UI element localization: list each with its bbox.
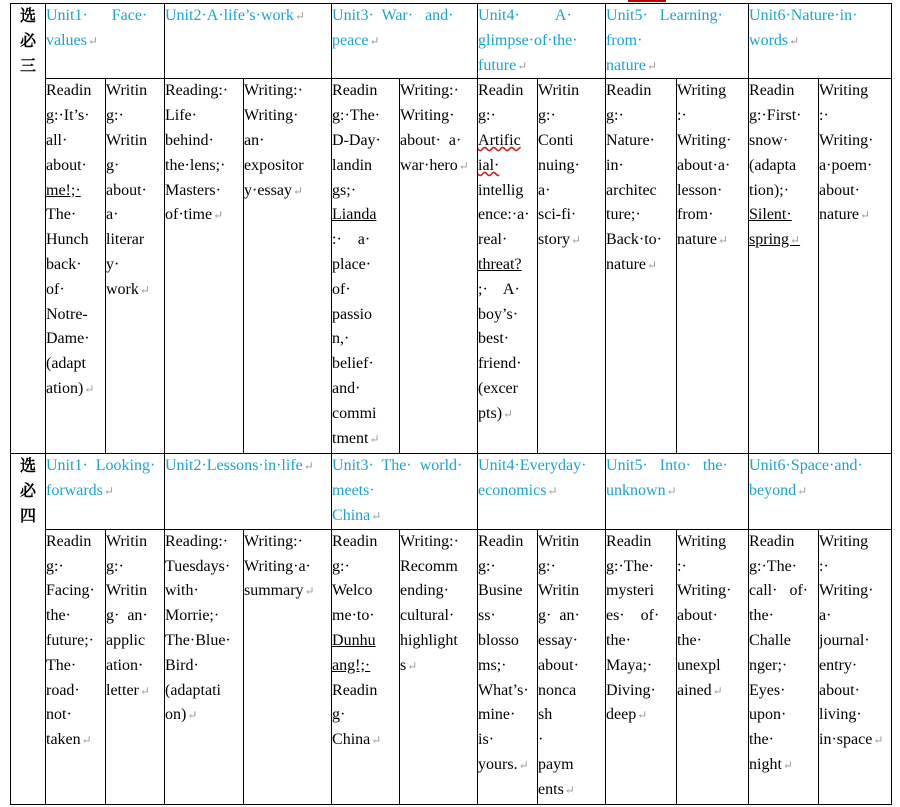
cell-end-mark-icon: ↵ [518,757,529,772]
cell-end-mark-icon: ↵ [407,658,418,673]
cell-end-mark-icon: ↵ [213,208,224,223]
unit-title: Unit3· The· world· meets· China↵ [332,454,478,529]
reading-cell: Readin g:· Nature· in· architec ture;· Back·to· nature↵ [606,79,677,454]
writing-cell: Writin g:· Writin g· about· a· literar y· work↵ [106,79,165,454]
writing-cell: Writing:· Writing· about· a· war·hero↵ [400,79,478,454]
cell-end-mark-icon: ↵ [797,484,808,499]
unit-title: Unit5· Learning· from· nature↵ [606,4,749,79]
cell-end-mark-icon: ↵ [790,233,801,248]
reading-cell: Reading:· Life· behind· the·lens;· Masters· of·time↵ [165,79,244,454]
unit-title: Unit5· Into· the· unknown↵ [606,454,749,529]
cell-end-mark-icon: ↵ [789,33,800,48]
unit-title: Unit3· War· and· peace↵ [332,4,478,79]
cell-end-mark-icon: ↵ [503,406,514,421]
unit-title: Unit1· Face· values↵ [46,4,165,79]
cell-end-mark-icon: ↵ [666,484,677,499]
cell-end-mark-icon: ↵ [547,484,558,499]
module-4-unit-row [11,454,892,529]
reading-cell: Readin g:· Artific ial· intellig ence:·a· real· threat? ;· A· boy’s· best· friend· (excer pts)↵ [478,79,538,454]
cell-end-mark-icon: ↵ [647,58,658,73]
reading-cell: Readin g:·The· D-Day· landin gs;· Lianda :· a· place· of· passio n,· belief· and· commi tment↵ [332,79,400,454]
book-label-module-4: 选 必 四 [11,454,46,804]
unit-title: Unit4·Everyday· economics↵ [478,454,606,529]
cell-end-mark-icon: ↵ [371,508,382,523]
cell-end-mark-icon: ↵ [782,757,793,772]
curriculum-table [10,3,892,805]
unit-title: Unit1· Looking· forwards↵ [46,454,165,529]
cell-end-mark-icon: ↵ [517,58,528,73]
writing-cell: Writing :· Writing· about· the· unexpl ained↵ [677,529,749,804]
cell-end-mark-icon: ↵ [369,431,380,446]
cell-end-mark-icon: ↵ [571,233,582,248]
cell-end-mark-icon: ↵ [718,233,729,248]
reading-cell: Readin g:· Busine ss· blosso ms;· What’s· mine· is· yours.↵ [478,529,538,804]
module-3-content-row [11,79,892,454]
cell-end-mark-icon: ↵ [647,257,658,272]
cell-end-mark-icon: ↵ [637,708,648,723]
cell-end-mark-icon: ↵ [371,733,382,748]
writing-cell: Writin g:· Writin g· an· applic ation· letter↵ [106,529,165,804]
reading-cell: Readin g:·It’s· all· about· me!;· The· Hunch back· of· Notre- Dame· (adapt ation)↵ [46,79,106,454]
cell-end-mark-icon: ↵ [84,381,95,396]
cell-end-mark-icon: ↵ [458,158,469,173]
cell-end-mark-icon: ↵ [139,683,150,698]
reading-cell: Readin g:· Welco me·to· Dunhu ang!;· Readin g· China↵ [332,529,400,804]
writing-cell: Writin g:· Writin g· an· essay· about· nonca sh · paym ents↵ [538,529,606,804]
writing-cell: Writing:· Writing·a· summary↵ [244,529,332,804]
reading-cell: Readin g:·First· snow· (adapta tion);· Silent· spring↵ [749,79,819,454]
unit-title: Unit2·Lessons·in·life↵ [165,454,332,529]
reading-cell: Readin g:·The· mysteri es· of· the· Maya;· Diving· deep↵ [606,529,677,804]
reading-cell: Reading:· Tuesdays· with· Morrie;· The·Blue· Bird· (adaptati on)↵ [165,529,244,804]
reading-cell: Readin g:·The· call· of· the· Challe nger;· Eyes· upon· the· night↵ [749,529,819,804]
reading-cell: Readin g:· Facing· the· future;· The· road· not· taken↵ [46,529,106,804]
cell-end-mark-icon: ↵ [712,683,723,698]
cell-end-mark-icon: ↵ [81,733,92,748]
unit-title: Unit4· A· glimpse·of·the· future↵ [478,4,606,79]
book-label-module-3: 选 必 三 [11,4,46,454]
module-3-unit-row [11,4,892,79]
writing-cell: Writing :· Writing· a·poem· about· nature↵ [819,79,892,454]
cell-end-mark-icon: ↵ [294,9,305,23]
cell-end-mark-icon: ↵ [187,708,198,723]
writing-cell: Writin g:· Conti nuing· a· sci-fi· story↵ [538,79,606,454]
cell-end-mark-icon: ↵ [103,484,114,499]
writing-cell: Writing :· Writing· a· journal· entry· about· living· in·space↵ [819,529,892,804]
cell-end-mark-icon: ↵ [564,782,575,797]
module-4-content-row [11,529,892,804]
writing-cell: Writing :· Writing· about·a· lesson· from· nature↵ [677,79,749,454]
cell-end-mark-icon: ↵ [860,208,871,223]
cell-end-mark-icon: ↵ [873,733,884,748]
unit-title: Unit2·A·life’s·work↵ [165,4,332,79]
cell-end-mark-icon: ↵ [303,459,314,474]
unit-title: Unit6·Nature·in· words↵ [749,4,892,79]
unit-title: Unit6·Space·and· beyond↵ [749,454,892,529]
cell-end-mark-icon: ↵ [292,183,304,198]
cell-end-mark-icon: ↵ [139,282,150,297]
writing-cell: Writing:· Recomm ending· cultural· highlight s↵ [400,529,478,804]
spellcheck-mark [628,0,666,2]
cell-end-mark-icon: ↵ [369,33,380,48]
writing-cell: Writing:· Writing· an· expositor y·essay↵ [244,79,332,454]
cell-end-mark-icon: ↵ [87,33,98,48]
cell-end-mark-icon: ↵ [304,584,315,599]
